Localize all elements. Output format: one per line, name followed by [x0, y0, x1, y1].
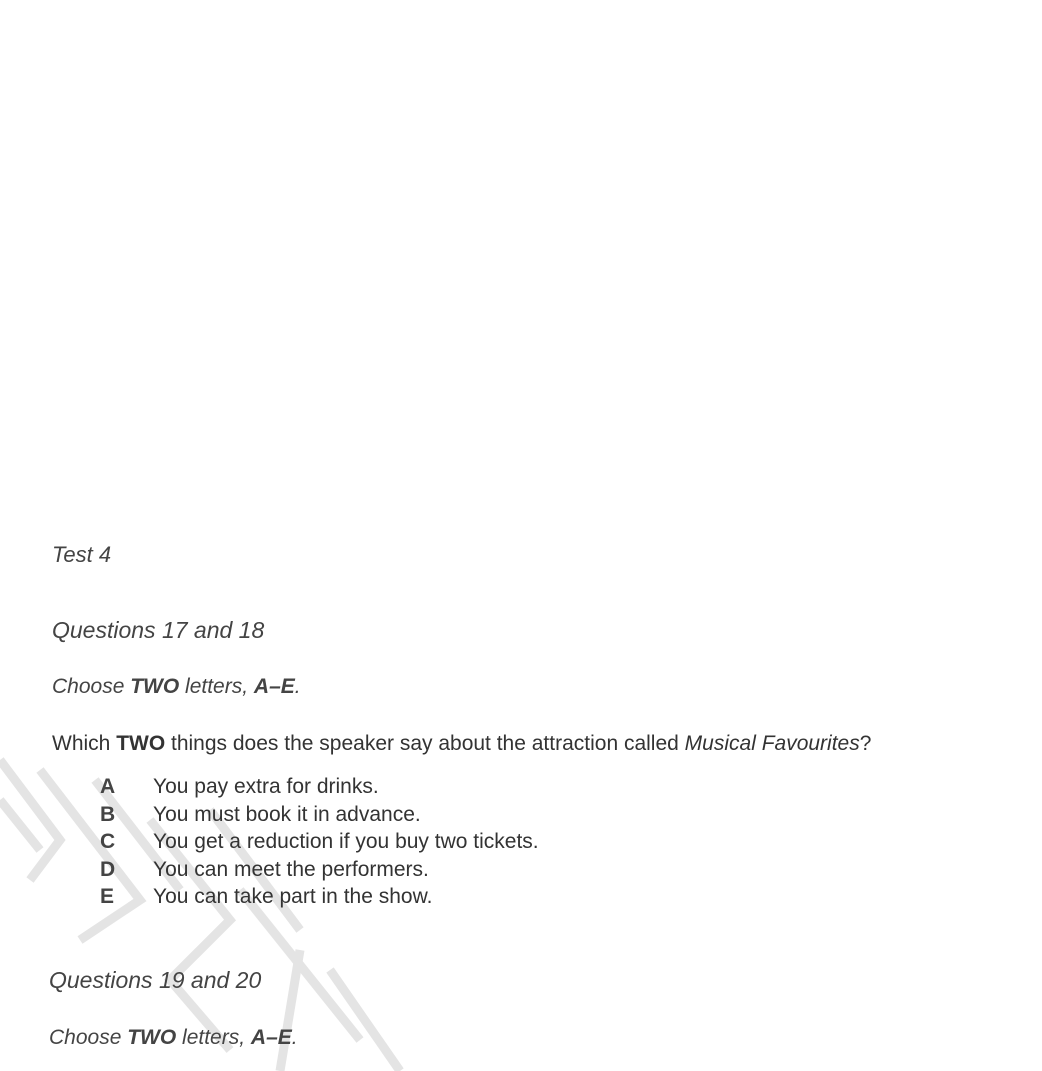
instruction-19-20: [49, 1026, 298, 1050]
question-bold: TWO: [116, 732, 166, 755]
option-text: You can take part in the show.: [153, 885, 433, 908]
instruction-pre: Choose: [52, 675, 131, 698]
instruction-end: .: [291, 1026, 298, 1049]
instruction-pre: Choose: [49, 1026, 128, 1049]
option-e: [100, 885, 539, 913]
question-text: [52, 732, 871, 756]
instruction-bold: TWO: [127, 1026, 177, 1049]
instruction-mid: letters,: [179, 675, 254, 698]
option-c: [100, 830, 539, 858]
instruction-bold: TWO: [130, 675, 180, 698]
instruction-mid: letters,: [176, 1026, 251, 1049]
instruction-range: A–E: [253, 675, 295, 698]
option-text: You can meet the performers.: [153, 857, 429, 881]
option-text: You get a reduction if you buy two tickets.: [153, 830, 539, 853]
instruction-17-18: [52, 675, 301, 699]
option-text: You must book it in advance.: [153, 802, 421, 826]
option-b: [100, 803, 539, 831]
option-letter: B: [100, 802, 116, 826]
instruction-end: .: [294, 675, 301, 698]
section-heading-17-18: Questions 17 and 18: [52, 617, 265, 643]
option-letter: C: [100, 830, 116, 853]
option-letter: A: [100, 775, 116, 798]
option-letter: E: [100, 885, 115, 908]
section-heading-19-20: Questions 19 and 20: [49, 967, 262, 993]
question-pre: Which: [52, 732, 117, 755]
option-d: [100, 858, 539, 886]
instruction-range: A–E: [250, 1026, 292, 1049]
question-mid: things does the speaker say about the attraction called: [165, 732, 685, 755]
question-end: ?: [859, 732, 872, 755]
option-letter: D: [100, 857, 116, 881]
answer-options: [100, 775, 539, 913]
question-italic-title: Musical Favourites: [684, 732, 860, 755]
option-a: [100, 775, 539, 803]
option-text: You pay extra for drinks.: [153, 775, 379, 798]
page-label: Test 4: [52, 542, 112, 567]
